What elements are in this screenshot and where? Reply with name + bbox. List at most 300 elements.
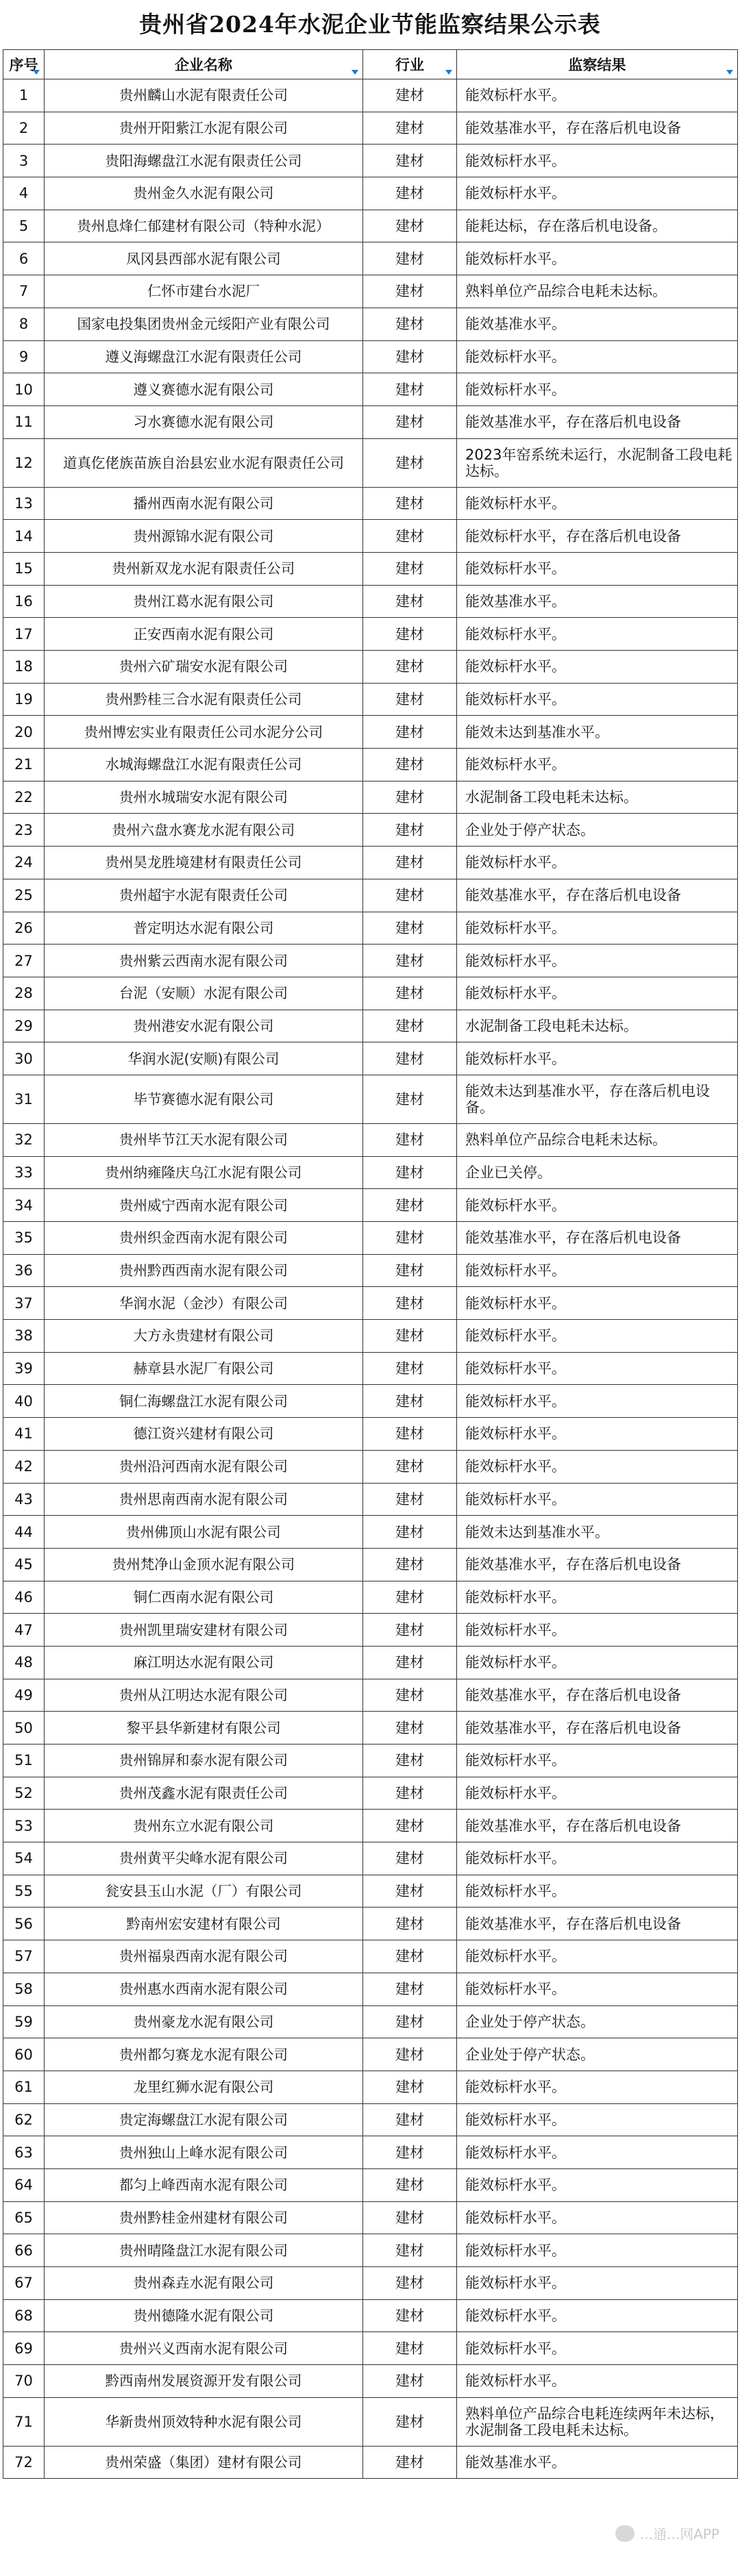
cell-company-name: 贵州六矿瑞安水泥有限公司 <box>45 651 363 684</box>
cell-no: 17 <box>3 618 45 651</box>
table-row <box>3 847 738 879</box>
cell-no: 21 <box>3 749 45 781</box>
table-row <box>3 552 738 585</box>
cell-result: 能效标杆水平。 <box>457 683 738 716</box>
cell-result: 能效标杆水平。 <box>457 1973 738 2005</box>
cell-company-name: 德江资兴建材有限公司 <box>45 1418 363 1451</box>
table-row <box>3 1450 738 1483</box>
cell-company-name: 都匀上峰西南水泥有限公司 <box>45 2168 363 2201</box>
cell-industry: 建材 <box>363 242 457 275</box>
cell-no: 32 <box>3 1123 45 1156</box>
cell-company-name: 贵州毕节江天水泥有限公司 <box>45 1123 363 1156</box>
cell-no: 56 <box>3 1908 45 1940</box>
column-header-name[interactable] <box>45 50 363 79</box>
cell-result: 能效标杆水平。 <box>457 651 738 684</box>
table-row <box>3 1352 738 1385</box>
cell-result: 能效未达到基准水平。 <box>457 1516 738 1549</box>
column-header-label: 序号 <box>9 57 38 73</box>
cell-result: 能效标杆水平。 <box>457 1940 738 1973</box>
table-row <box>3 749 738 781</box>
cell-company-name: 台泥（安顺）水泥有限公司 <box>45 977 363 1010</box>
filter-dropdown-icon[interactable] <box>349 67 360 77</box>
cell-no: 51 <box>3 1745 45 1777</box>
cell-industry: 建材 <box>363 2397 457 2446</box>
cell-result: 能效标杆水平。 <box>457 2071 738 2103</box>
table-row <box>3 210 738 242</box>
table-row <box>3 1042 738 1075</box>
cell-result: 能效标杆水平。 <box>457 1777 738 1810</box>
cell-no: 5 <box>3 210 45 242</box>
cell-result: 能效标杆水平。 <box>457 1320 738 1353</box>
cell-result: 能效标杆水平。 <box>457 1745 738 1777</box>
table-row <box>3 1842 738 1875</box>
cell-no: 45 <box>3 1548 45 1581</box>
cell-result: 能效标杆水平。 <box>457 1646 738 1679</box>
cell-no: 59 <box>3 2005 45 2038</box>
cell-no: 68 <box>3 2299 45 2332</box>
cell-industry: 建材 <box>363 79 457 112</box>
cell-no: 27 <box>3 945 45 977</box>
cell-result: 能效标杆水平。 <box>457 1483 738 1516</box>
table-row <box>3 1385 738 1418</box>
cell-industry: 建材 <box>363 145 457 177</box>
cell-result: 能效标杆水平。 <box>457 618 738 651</box>
table-row <box>3 1548 738 1581</box>
cell-industry: 建材 <box>363 1222 457 1255</box>
cell-no: 66 <box>3 2234 45 2267</box>
cell-no: 11 <box>3 405 45 438</box>
cell-company-name: 播州西南水泥有限公司 <box>45 487 363 520</box>
watermark <box>615 2523 719 2543</box>
cell-no: 44 <box>3 1516 45 1549</box>
cell-industry: 建材 <box>363 716 457 749</box>
cell-company-name: 贵州森垚水泥有限公司 <box>45 2267 363 2300</box>
cell-result: 企业已关停。 <box>457 1156 738 1189</box>
cell-result: 能效标杆水平。 <box>457 177 738 210</box>
cell-result: 能效标杆水平。 <box>457 2365 738 2398</box>
cell-no: 50 <box>3 1712 45 1745</box>
cell-no: 58 <box>3 1973 45 2005</box>
table-row <box>3 683 738 716</box>
cell-company-name: 贵州博宏实业有限责任公司水泥分公司 <box>45 716 363 749</box>
cell-company-name: 贵州凯里瑞安建材有限公司 <box>45 1614 363 1647</box>
cell-company-name: 水城海螺盘江水泥有限责任公司 <box>45 749 363 781</box>
cell-result: 能效标杆水平。 <box>457 847 738 879</box>
cell-company-name: 贵州荣盛（集团）建材有限公司 <box>45 2446 363 2479</box>
cell-industry: 建材 <box>363 2005 457 2038</box>
cell-result: 能效标杆水平。 <box>457 945 738 977</box>
cell-company-name: 贵州惠水西南水泥有限公司 <box>45 1973 363 2005</box>
table-row <box>3 340 738 373</box>
table-row <box>3 487 738 520</box>
cell-industry: 建材 <box>363 2332 457 2365</box>
table-row <box>3 308 738 340</box>
table-row <box>3 879 738 912</box>
cell-company-name: 贵州兴义西南水泥有限公司 <box>45 2332 363 2365</box>
cell-company-name: 华新贵州顶效特种水泥有限公司 <box>45 2397 363 2446</box>
cell-industry: 建材 <box>363 1385 457 1418</box>
cell-industry: 建材 <box>363 1450 457 1483</box>
cell-industry: 建材 <box>363 2446 457 2479</box>
cell-no: 55 <box>3 1875 45 1908</box>
table-row <box>3 1777 738 1810</box>
cell-industry: 建材 <box>363 1940 457 1973</box>
cell-company-name: 贵州水城瑞安水泥有限公司 <box>45 781 363 814</box>
cell-company-name: 遵义赛德水泥有限公司 <box>45 373 363 406</box>
cell-company-name: 贵州思南西南水泥有限公司 <box>45 1483 363 1516</box>
cell-industry: 建材 <box>363 1123 457 1156</box>
cell-industry: 建材 <box>363 1614 457 1647</box>
cell-result: 能效标杆水平。 <box>457 1287 738 1320</box>
cell-industry: 建材 <box>363 1320 457 1353</box>
table-row <box>3 2267 738 2300</box>
cell-industry: 建材 <box>363 1010 457 1042</box>
table-row <box>3 651 738 684</box>
cell-no: 61 <box>3 2071 45 2103</box>
table-row <box>3 618 738 651</box>
cell-company-name: 贵州黔西西南水泥有限公司 <box>45 1254 363 1287</box>
cell-no: 15 <box>3 552 45 585</box>
cell-result: 能效标杆水平。 <box>457 2299 738 2332</box>
page-title: 贵州省2024年水泥企业节能监察结果公示表 <box>139 11 601 38</box>
cell-no: 9 <box>3 340 45 373</box>
cell-industry: 建材 <box>363 275 457 308</box>
cell-result: 能效标杆水平。 <box>457 1254 738 1287</box>
cell-company-name: 贵州独山上峰水泥有限公司 <box>45 2136 363 2169</box>
cell-no: 12 <box>3 438 45 487</box>
cell-industry: 建材 <box>363 1352 457 1385</box>
column-header-industry[interactable] <box>363 50 457 79</box>
cell-company-name: 贵州福泉西南水泥有限公司 <box>45 1940 363 1973</box>
cell-industry: 建材 <box>363 1646 457 1679</box>
table-row <box>3 1745 738 1777</box>
cell-company-name: 贵州锦屏和泰水泥有限公司 <box>45 1745 363 1777</box>
cell-company-name: 贵州都匀赛龙水泥有限公司 <box>45 2038 363 2071</box>
cell-no: 63 <box>3 2136 45 2169</box>
cell-company-name: 龙里红狮水泥有限公司 <box>45 2071 363 2103</box>
cell-no: 39 <box>3 1352 45 1385</box>
cell-company-name: 贵州麟山水泥有限责任公司 <box>45 79 363 112</box>
cell-result: 能效标杆水平。 <box>457 2234 738 2267</box>
table-row <box>3 1123 738 1156</box>
cell-industry: 建材 <box>363 2201 457 2234</box>
cell-industry: 建材 <box>363 1810 457 1842</box>
cell-result: 能效标杆水平。 <box>457 1614 738 1647</box>
cell-industry: 建材 <box>363 487 457 520</box>
cell-result: 能效基准水平，存在落后机电设备 <box>457 1908 738 1940</box>
cell-industry: 建材 <box>363 340 457 373</box>
cell-result: 能效标杆水平。 <box>457 1450 738 1483</box>
cell-result: 能效标杆水平。 <box>457 1418 738 1451</box>
cell-company-name: 贵州黔桂三合水泥有限责任公司 <box>45 683 363 716</box>
table-row <box>3 716 738 749</box>
cell-result: 能效标杆水平。 <box>457 2201 738 2234</box>
cell-industry: 建材 <box>363 912 457 945</box>
table-row <box>3 2071 738 2103</box>
cell-company-name: 贵州开阳紫江水泥有限公司 <box>45 112 363 145</box>
cell-industry: 建材 <box>363 1581 457 1614</box>
cell-result: 能效基准水平，存在落后机电设备 <box>457 112 738 145</box>
table-row <box>3 977 738 1010</box>
cell-no: 67 <box>3 2267 45 2300</box>
cell-no: 4 <box>3 177 45 210</box>
column-header-result[interactable] <box>457 50 738 79</box>
cell-no: 26 <box>3 912 45 945</box>
wechat-icon <box>615 2525 634 2542</box>
cell-company-name: 瓮安县玉山水泥（厂）有限公司 <box>45 1875 363 1908</box>
cell-result: 能效基准水平，存在落后机电设备 <box>457 879 738 912</box>
cell-result: 能效标杆水平。 <box>457 977 738 1010</box>
cell-industry: 建材 <box>363 210 457 242</box>
cell-no: 23 <box>3 814 45 847</box>
cell-result: 能效标杆水平。 <box>457 1385 738 1418</box>
cell-result: 2023年窑系统未运行，水泥制备工段电耗达标。 <box>457 438 738 487</box>
cell-industry: 建材 <box>363 2168 457 2201</box>
cell-result: 能效标杆水平。 <box>457 2168 738 2201</box>
cell-company-name: 国家电投集团贵州金元绥阳产业有限公司 <box>45 308 363 340</box>
table-row <box>3 1810 738 1842</box>
cell-industry: 建材 <box>363 2071 457 2103</box>
cell-industry: 建材 <box>363 2365 457 2398</box>
cell-company-name: 正安西南水泥有限公司 <box>45 618 363 651</box>
cell-company-name: 仁怀市建台水泥厂 <box>45 275 363 308</box>
cell-result: 水泥制备工段电耗未达标。 <box>457 1010 738 1042</box>
cell-industry: 建材 <box>363 1973 457 2005</box>
cell-no: 65 <box>3 2201 45 2234</box>
cell-result: 熟料单位产品综合电耗未达标。 <box>457 1123 738 1156</box>
cell-company-name: 黔西南州发展资源开发有限公司 <box>45 2365 363 2398</box>
cell-no: 72 <box>3 2446 45 2479</box>
cell-result: 能效未达到基准水平，存在落后机电设备。 <box>457 1075 738 1123</box>
cell-industry: 建材 <box>363 1156 457 1189</box>
cell-no: 70 <box>3 2365 45 2398</box>
cell-industry: 建材 <box>363 1712 457 1745</box>
cell-company-name: 铜仁海螺盘江水泥有限公司 <box>45 1385 363 1418</box>
table-row <box>3 2397 738 2446</box>
cell-company-name: 贵州纳雍隆庆乌江水泥有限公司 <box>45 1156 363 1189</box>
cell-industry: 建材 <box>363 2103 457 2136</box>
cell-industry: 建材 <box>363 2038 457 2071</box>
cell-company-name: 贵州超宇水泥有限责任公司 <box>45 879 363 912</box>
cell-industry: 建材 <box>363 1842 457 1875</box>
cell-company-name: 贵州黔桂金州建材有限公司 <box>45 2201 363 2234</box>
table-row <box>3 781 738 814</box>
cell-company-name: 贵州沿河西南水泥有限公司 <box>45 1450 363 1483</box>
table-row <box>3 1712 738 1745</box>
table-row <box>3 145 738 177</box>
cell-industry: 建材 <box>363 520 457 553</box>
cell-company-name: 毕节赛德水泥有限公司 <box>45 1075 363 1123</box>
cell-result: 能效标杆水平。 <box>457 749 738 781</box>
cell-industry: 建材 <box>363 749 457 781</box>
cell-result: 能效标杆水平。 <box>457 1189 738 1222</box>
cell-industry: 建材 <box>363 1679 457 1712</box>
cell-company-name: 铜仁西南水泥有限公司 <box>45 1581 363 1614</box>
cell-no: 54 <box>3 1842 45 1875</box>
cell-company-name: 贵州佛顶山水泥有限公司 <box>45 1516 363 1549</box>
cell-industry: 建材 <box>363 945 457 977</box>
cell-result: 能效基准水平。 <box>457 308 738 340</box>
table-row <box>3 1483 738 1516</box>
cell-result: 企业处于停产状态。 <box>457 2038 738 2071</box>
table-row <box>3 2038 738 2071</box>
table-row <box>3 242 738 275</box>
cell-result: 水泥制备工段电耗未达标。 <box>457 781 738 814</box>
table-row <box>3 79 738 112</box>
table-row <box>3 2365 738 2398</box>
cell-no: 29 <box>3 1010 45 1042</box>
cell-no: 64 <box>3 2168 45 2201</box>
cell-company-name: 黎平县华新建材有限公司 <box>45 1712 363 1745</box>
cell-no: 8 <box>3 308 45 340</box>
cell-result: 熟料单位产品综合电耗未达标。 <box>457 275 738 308</box>
cell-industry: 建材 <box>363 683 457 716</box>
cell-no: 57 <box>3 1940 45 1973</box>
cell-company-name: 贵州威宁西南水泥有限公司 <box>45 1189 363 1222</box>
cell-industry: 建材 <box>363 1777 457 1810</box>
table-row <box>3 585 738 618</box>
cell-company-name: 贵州黄平尖峰水泥有限公司 <box>45 1842 363 1875</box>
table-row <box>3 373 738 406</box>
cell-no: 3 <box>3 145 45 177</box>
cell-industry: 建材 <box>363 1483 457 1516</box>
table-row <box>3 1320 738 1353</box>
cell-company-name: 遵义海螺盘江水泥有限责任公司 <box>45 340 363 373</box>
table-row <box>3 2103 738 2136</box>
table-row <box>3 1973 738 2005</box>
cell-result: 能效标杆水平。 <box>457 2103 738 2136</box>
table-row <box>3 1614 738 1647</box>
cell-no: 35 <box>3 1222 45 1255</box>
cell-result: 能效基准水平，存在落后机电设备 <box>457 1810 738 1842</box>
cell-industry: 建材 <box>363 1516 457 1549</box>
table-row <box>3 2136 738 2169</box>
cell-no: 7 <box>3 275 45 308</box>
cell-industry: 建材 <box>363 1042 457 1075</box>
cell-company-name: 贵州织金西南水泥有限公司 <box>45 1222 363 1255</box>
cell-company-name: 贵州东立水泥有限公司 <box>45 1810 363 1842</box>
cell-industry: 建材 <box>363 112 457 145</box>
table-row <box>3 2201 738 2234</box>
cell-result: 能效标杆水平。 <box>457 373 738 406</box>
cell-company-name: 普定明达水泥有限公司 <box>45 912 363 945</box>
table-row <box>3 2299 738 2332</box>
table-row <box>3 177 738 210</box>
cell-result: 能效未达到基准水平。 <box>457 716 738 749</box>
cell-industry: 建材 <box>363 1548 457 1581</box>
cell-no: 48 <box>3 1646 45 1679</box>
column-header-label: 监察结果 <box>568 57 626 73</box>
cell-no: 46 <box>3 1581 45 1614</box>
cell-no: 31 <box>3 1075 45 1123</box>
table-row <box>3 1679 738 1712</box>
cell-company-name: 贵州新双龙水泥有限责任公司 <box>45 552 363 585</box>
cell-no: 40 <box>3 1385 45 1418</box>
column-header-label: 行业 <box>395 57 424 73</box>
cell-company-name: 贵州源锦水泥有限公司 <box>45 520 363 553</box>
cell-result: 能效基准水平，存在落后机电设备 <box>457 1679 738 1712</box>
cell-company-name: 贵州紫云西南水泥有限公司 <box>45 945 363 977</box>
cell-no: 10 <box>3 373 45 406</box>
column-header-no[interactable] <box>3 50 45 79</box>
cell-result: 能效标杆水平。 <box>457 145 738 177</box>
cell-industry: 建材 <box>363 847 457 879</box>
table-row <box>3 275 738 308</box>
cell-no: 1 <box>3 79 45 112</box>
cell-company-name: 贵州六盘水赛龙水泥有限公司 <box>45 814 363 847</box>
column-header-label: 企业名称 <box>175 57 232 73</box>
table-row <box>3 1075 738 1123</box>
cell-industry: 建材 <box>363 781 457 814</box>
cell-result: 能效标杆水平。 <box>457 1352 738 1385</box>
cell-result: 能效标杆水平。 <box>457 1875 738 1908</box>
cell-no: 24 <box>3 847 45 879</box>
cell-industry: 建材 <box>363 651 457 684</box>
table-row <box>3 1189 738 1222</box>
cell-industry: 建材 <box>363 879 457 912</box>
cell-industry: 建材 <box>363 1745 457 1777</box>
table-row <box>3 2168 738 2201</box>
cell-company-name: 贵州江葛水泥有限公司 <box>45 585 363 618</box>
cell-company-name: 贵州从江明达水泥有限公司 <box>45 1679 363 1712</box>
table-row <box>3 1875 738 1908</box>
cell-industry: 建材 <box>363 585 457 618</box>
cell-result: 能效基准水平，存在落后机电设备 <box>457 1548 738 1581</box>
cell-company-name: 贵州金久水泥有限公司 <box>45 177 363 210</box>
cell-result: 能效基准水平，存在落后机电设备 <box>457 1712 738 1745</box>
cell-no: 53 <box>3 1810 45 1842</box>
cell-result: 能效标杆水平。 <box>457 552 738 585</box>
cell-result: 能效标杆水平。 <box>457 2136 738 2169</box>
cell-industry: 建材 <box>363 438 457 487</box>
cell-company-name: 贵州豪龙水泥有限公司 <box>45 2005 363 2038</box>
cell-company-name: 贵定海螺盘江水泥有限公司 <box>45 2103 363 2136</box>
cell-result: 能效基准水平。 <box>457 585 738 618</box>
cell-company-name: 习水赛德水泥有限公司 <box>45 405 363 438</box>
table-header-row <box>3 50 738 79</box>
cell-company-name: 贵州晴隆盘江水泥有限公司 <box>45 2234 363 2267</box>
cell-result: 企业处于停产状态。 <box>457 2005 738 2038</box>
cell-industry: 建材 <box>363 1254 457 1287</box>
cell-no: 47 <box>3 1614 45 1647</box>
cell-industry: 建材 <box>363 373 457 406</box>
cell-no: 20 <box>3 716 45 749</box>
filter-dropdown-icon[interactable] <box>31 67 42 77</box>
cell-industry: 建材 <box>363 1875 457 1908</box>
filter-dropdown-icon[interactable] <box>443 67 454 77</box>
cell-no: 42 <box>3 1450 45 1483</box>
cell-result: 能效标杆水平。 <box>457 912 738 945</box>
table-row <box>3 1010 738 1042</box>
cell-industry: 建材 <box>363 2136 457 2169</box>
filter-dropdown-icon[interactable] <box>724 67 735 77</box>
watermark-text: ...通...网APP <box>640 2526 719 2542</box>
cell-industry: 建材 <box>363 405 457 438</box>
table-row <box>3 2332 738 2365</box>
cell-result: 能效基准水平。 <box>457 2446 738 2479</box>
cell-company-name: 贵州梵净山金顶水泥有限公司 <box>45 1548 363 1581</box>
cell-industry: 建材 <box>363 1418 457 1451</box>
table-row <box>3 1646 738 1679</box>
table-row <box>3 1287 738 1320</box>
cell-industry: 建材 <box>363 2234 457 2267</box>
cell-no: 28 <box>3 977 45 1010</box>
cell-company-name: 黔南州宏安建材有限公司 <box>45 1908 363 1940</box>
cell-result: 能效标杆水平。 <box>457 2332 738 2365</box>
cell-company-name: 贵阳海螺盘江水泥有限责任公司 <box>45 145 363 177</box>
table-row <box>3 814 738 847</box>
cell-industry: 建材 <box>363 1189 457 1222</box>
